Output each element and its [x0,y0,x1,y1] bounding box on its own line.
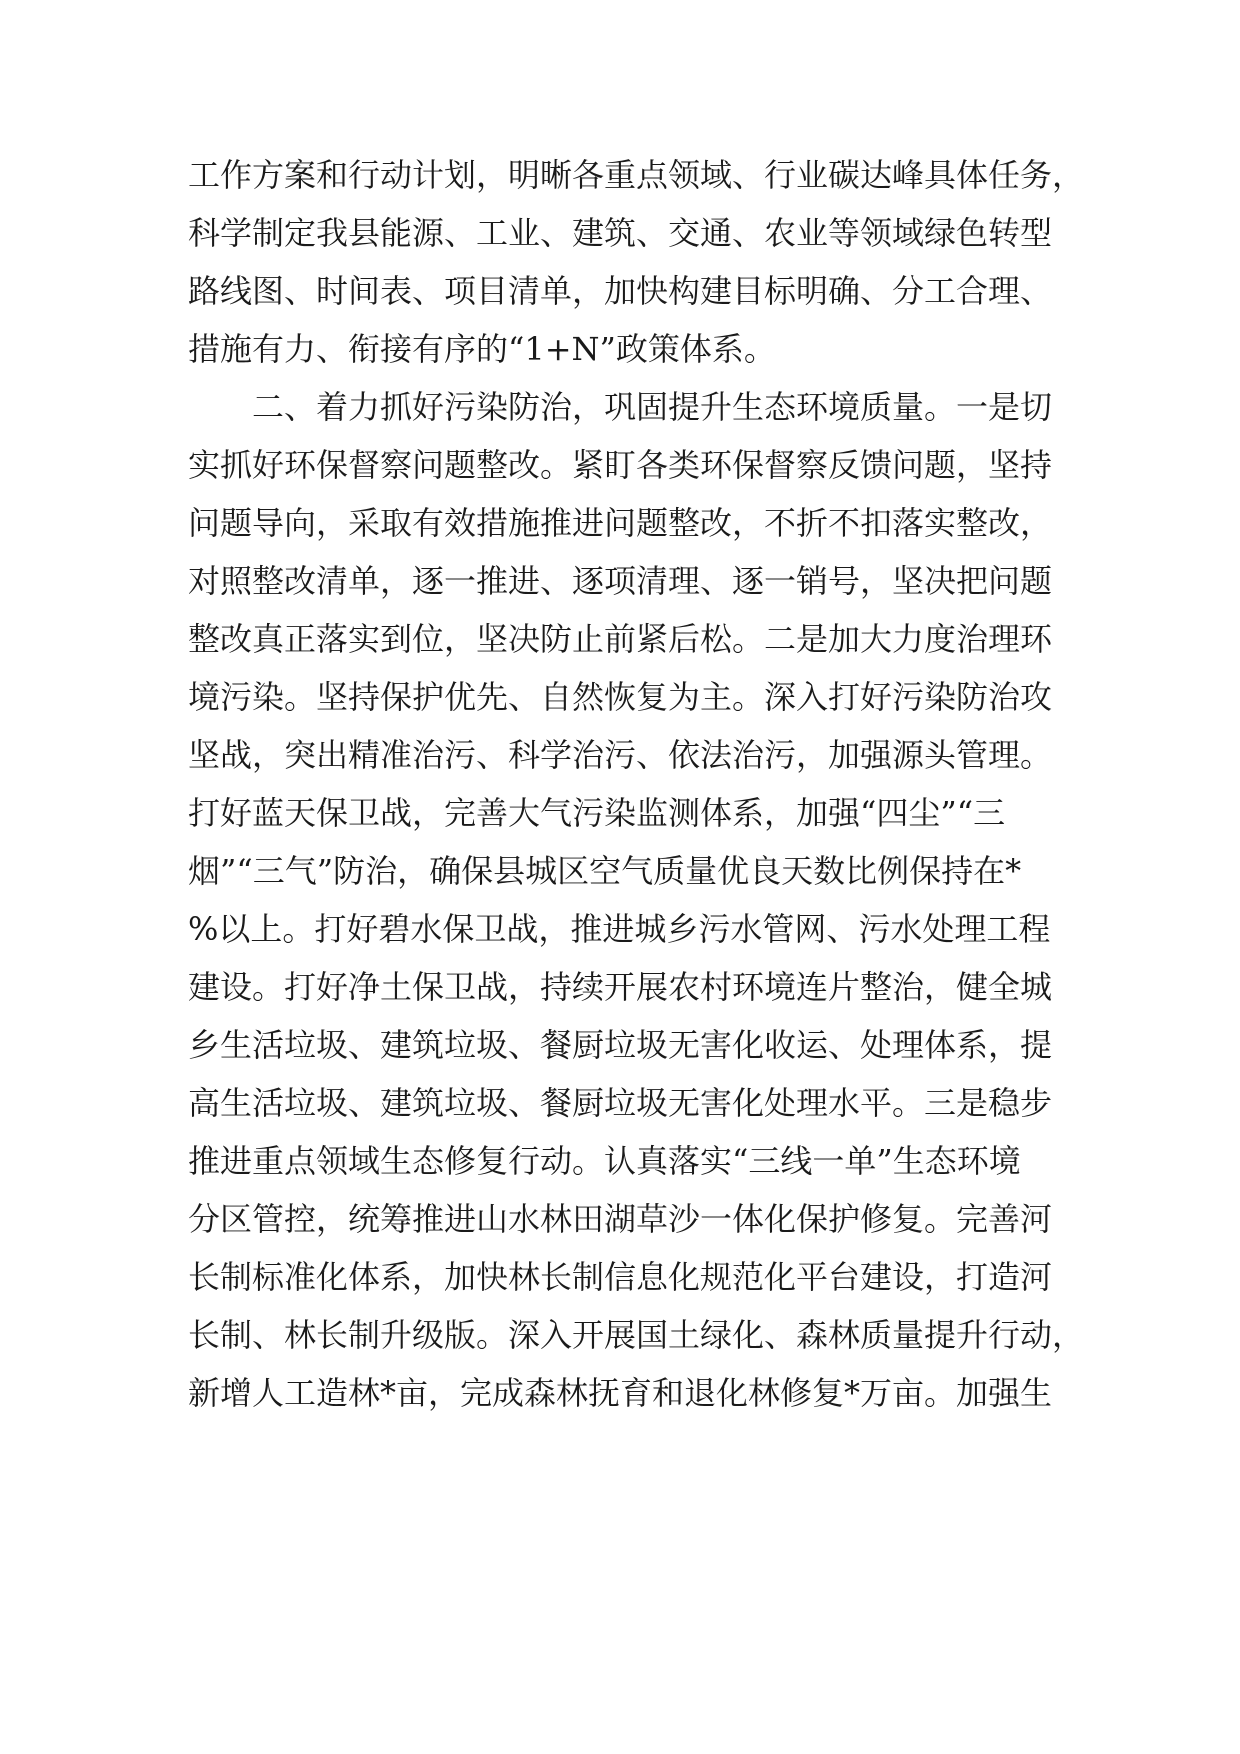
text-line: %以上。打好碧水保卫战，推进城乡污水管网、污水处理工程 [188,910,1051,948]
text-line: 实抓好环保督察问题整改。紧盯各类环保督察反馈问题，坚持 [188,446,1053,484]
text-line: 打好蓝天保卫战，完善大气污染监测体系，加强“四尘”“三 [188,794,1006,832]
text-line: 长制标准化体系，加快林长制信息化规范化平台建设，打造河 [188,1258,1053,1296]
text-line: 整改真正落实到位，坚决防止前紧后松。二是加大力度治理环 [188,620,1053,658]
text-line: 建设。打好净土保卫战，持续开展农村环境连片整治，健全城 [188,968,1053,1006]
text-line: 路线图、时间表、项目清单，加快构建目标明确、分工合理、 [188,272,1053,310]
section-heading-line: 二、着力抓好污染防治，巩固提升生态环境质量。一是切 [252,388,1053,426]
text-line: 措施有力、衔接有序的“1+N”政策体系。 [188,330,776,368]
text-line: 问题导向，采取有效措施推进问题整改，不折不扣落实整改， [188,504,1053,542]
text-line: 烟”“三气”防治，确保县城区空气质量优良天数比例保持在* [188,852,1022,890]
text-line: 工作方案和行动计划，明晰各重点领域、行业碳达峰具体任务， [188,156,1085,194]
text-line: 坚战，突出精准治污、科学治污、依法治污，加强源头管理。 [188,736,1053,774]
text-line: 科学制定我县能源、工业、建筑、交通、农业等领域绿色转型 [188,214,1053,252]
text-line: 分区管控，统筹推进山水林田湖草沙一体化保护修复。完善河 [188,1200,1053,1238]
text-line: 境污染。坚持保护优先、自然恢复为主。深入打好污染防治攻 [188,678,1053,716]
text-line: 乡生活垃圾、建筑垃圾、餐厨垃圾无害化收运、处理体系，提 [188,1026,1053,1064]
text-line: 新增人工造林*亩，完成森林抚育和退化林修复*万亩。加强生 [188,1374,1053,1412]
text-line: 对照整改清单，逐一推进、逐项清理、逐一销号，坚决把问题 [188,562,1053,600]
text-line: 推进重点领域生态修复行动。认真落实“三线一单”生态环境 [188,1142,1021,1180]
text-line: 长制、林长制升级版。深入开展国土绿化、森林质量提升行动， [188,1316,1085,1354]
text-line: 高生活垃圾、建筑垃圾、餐厨垃圾无害化处理水平。三是稳步 [188,1084,1053,1122]
